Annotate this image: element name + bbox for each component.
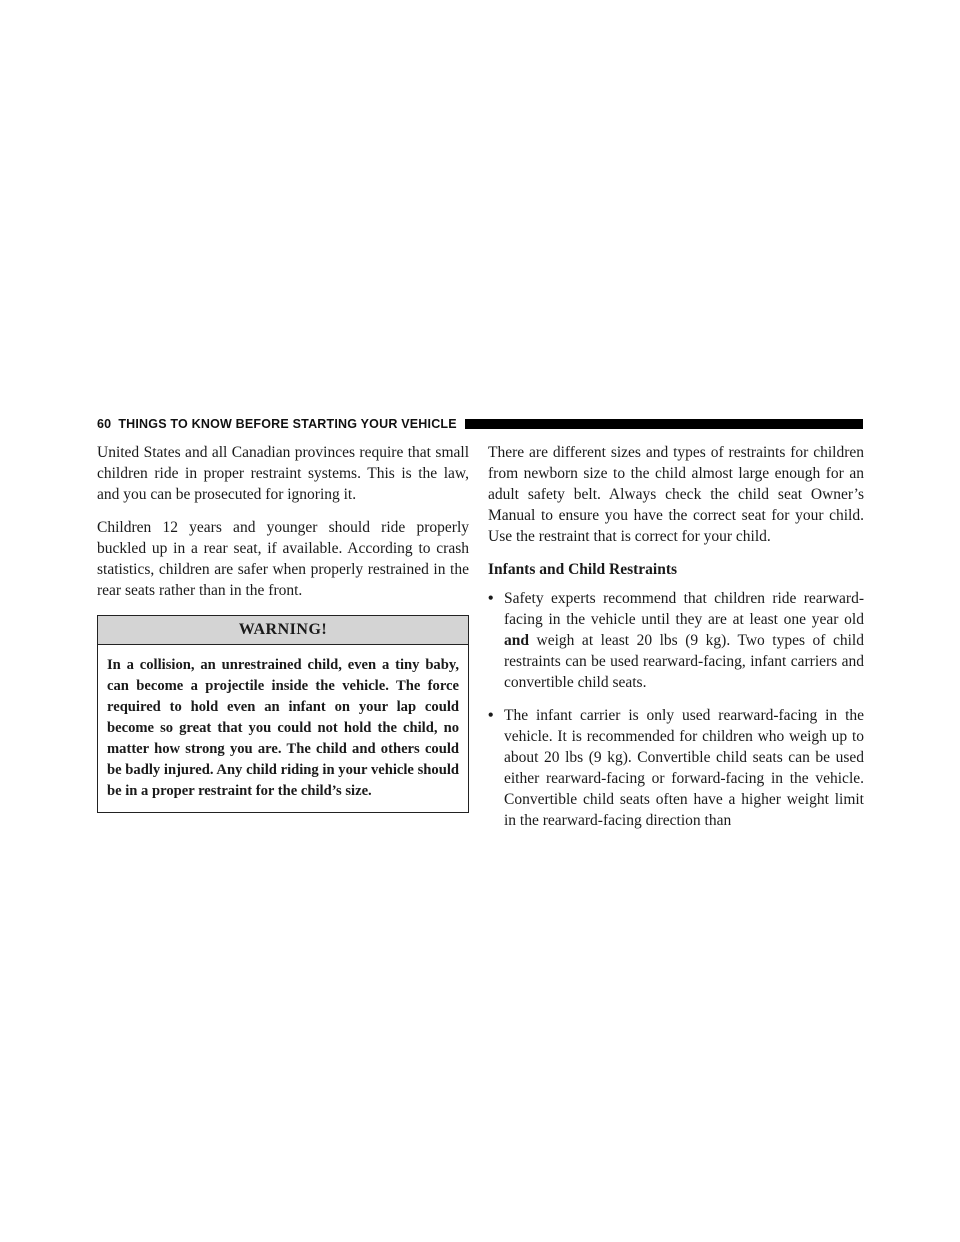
section-title: THINGS TO KNOW BEFORE STARTING YOUR VEHICLE <box>118 417 457 431</box>
right-column <box>488 442 864 843</box>
subheading-infant-restraints: Infants and Child Restraints <box>488 561 678 578</box>
header-rule <box>465 419 863 429</box>
bullet1-text-bold: and <box>504 632 529 649</box>
paragraph-restraint-types: There are different sizes and types of restraints for children from newborn size to the child almost large enough for an adult safety belt. Always check the child seat Owner’s Manual to ensure you have the correct seat for your child. Use the restraint that is correct for your child. <box>488 444 864 545</box>
list-item <box>488 705 864 831</box>
bullet1-text-before: Safety experts recommend that children ride rearward-facing in the vehicle until they are at least one year old <box>504 590 864 628</box>
bullet-icon: • <box>488 590 494 607</box>
paragraph-law: United States and all Canadian provinces require that small children ride in proper restraint systems. This is the law, and you can be prosecuted for ignoring it. <box>97 444 469 503</box>
warning-body: In a collision, an unrestrained child, even a tiny baby, can become a projectile inside the vehicle. The force required to hold even an infant on your lap could become so great that you could not hold the child, no matter how strong you are. The child and others could be badly injured. Any child riding in your vehicle should be in a proper restraint for the child’s size. <box>107 657 459 799</box>
bullet2-text: The infant carrier is only used rearward-facing in the vehicle. It is recommended for children who weigh up to about 20 lbs (9 kg). Convertible child seats can be used either rearward-facing or forward-facing in the vehicle. Convertible child seats often have a higher weight limit in the rearward-facing direction than <box>504 707 864 829</box>
bullet1-text-after: weigh at least 20 lbs (9 kg). Two types of child restraints can be used rearward-facing, infant carriers and convertible child seats. <box>504 632 864 691</box>
bullet-icon: • <box>488 707 494 724</box>
warning-title: WARNING! <box>98 616 468 645</box>
warning-box <box>97 615 469 813</box>
paragraph-rear-seat: Children 12 years and younger should ride properly buckled up in a rear seat, if available. According to crash statistics, children are safer when properly restrained in the rear seats rather than in the front. <box>97 519 469 599</box>
list-item <box>488 588 864 693</box>
page-header <box>97 416 863 432</box>
left-column <box>97 442 469 813</box>
page-number: 60 <box>97 417 112 431</box>
bullet-list <box>488 588 864 831</box>
